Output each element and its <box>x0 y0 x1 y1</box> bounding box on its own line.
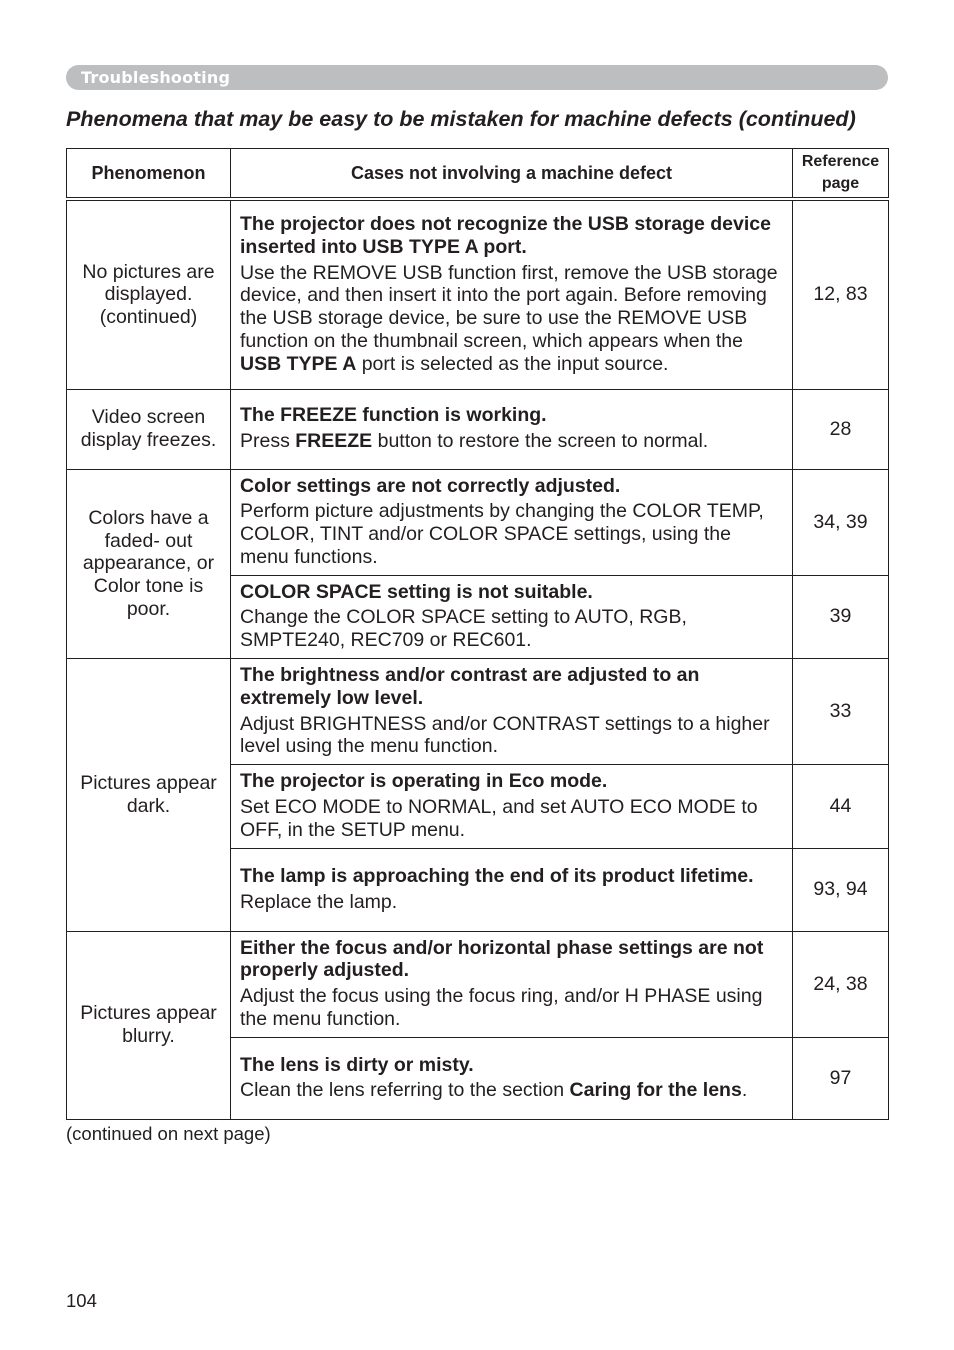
case-cell <box>231 848 793 931</box>
case-body: Adjust BRIGHTNESS and/or CONTRAST settings to a higher level using the menu function. <box>240 712 770 758</box>
reference-header-line2: page <box>821 175 860 192</box>
reference-page-cell: 34, 39 <box>793 469 889 575</box>
case-body: Replace the lamp. <box>240 890 398 913</box>
reference-page-cell: 24, 38 <box>793 931 889 1037</box>
table-header-row <box>67 149 889 200</box>
case-cell <box>231 931 793 1037</box>
case-cell <box>231 659 793 765</box>
reference-page-cell: 97 <box>793 1037 889 1119</box>
case-title: The projector does not recognize the USB storage device inserted into USB TYPE A port. <box>240 212 771 258</box>
case-title: COLOR SPACE setting is not suitable. <box>240 580 593 603</box>
case-emphasis: FREEZE <box>295 430 373 452</box>
case-title: Color settings are not correctly adjusted. <box>240 474 621 497</box>
continued-note: (continued on next page) <box>66 1123 271 1144</box>
reference-page-cell: 33 <box>793 659 889 765</box>
case-title: The lens is dirty or misty. <box>240 1053 474 1076</box>
table-row <box>67 199 889 389</box>
case-body: Change the COLOR SPACE setting to AUTO, RGB, SMPTE240, REC709 or REC601. <box>240 606 687 652</box>
case-title: The lamp is approaching the end of its product lifetime. <box>240 864 754 887</box>
table-row <box>67 659 889 765</box>
page-title: Phenomena that may be easy to be mistaken for machine defects (continued) <box>66 107 856 131</box>
table-row <box>67 931 889 1037</box>
table-row <box>67 469 889 575</box>
case-cell <box>231 1037 793 1119</box>
phenomenon-cell: No pictures are displayed. (continued) <box>67 199 231 389</box>
case-text: port is selected as the input source. <box>356 352 669 375</box>
case-title: The brightness and/or contrast are adjusted to an extremely low level. <box>240 664 700 709</box>
case-text: Press <box>240 430 296 452</box>
case-title: The projector is operating in Eco mode. <box>240 770 608 793</box>
case-body: Set ECO MODE to NORMAL, and set AUTO ECO MODE to OFF, in the SETUP menu. <box>240 796 758 841</box>
case-title: The FREEZE function is working. <box>240 404 547 427</box>
case-cell <box>231 469 793 575</box>
phenomenon-cell: Pictures appear blurry. <box>67 931 231 1119</box>
section-label: Troubleshooting <box>81 68 231 87</box>
case-body <box>240 430 784 453</box>
case-body <box>240 262 784 376</box>
phenomenon-cell: Pictures appear dark. <box>67 659 231 932</box>
column-header-reference-page <box>793 149 889 200</box>
column-header-cases: Cases not involving a machine defect <box>231 149 793 200</box>
reference-page-cell: 39 <box>793 575 889 658</box>
case-text: button to restore the screen to normal. <box>372 430 709 452</box>
case-cell <box>231 765 793 848</box>
troubleshooting-table <box>66 148 889 1120</box>
phenomenon-cell: Colors have a faded- out appearance, or Color tone is poor. <box>67 469 231 659</box>
case-text: Clean the lens referring to the section <box>240 1079 570 1102</box>
reference-page-cell: 12, 83 <box>793 199 889 389</box>
case-title: Either the focus and/or horizontal phase settings are not properly adjusted. <box>240 936 764 982</box>
case-cell <box>231 199 793 389</box>
case-body: Adjust the focus using the focus ring, and/or H PHASE using the menu function. <box>240 985 763 1031</box>
case-cell <box>231 389 793 469</box>
reference-page-cell: 44 <box>793 765 889 848</box>
section-header-bar <box>66 65 888 90</box>
table-row <box>67 389 889 469</box>
case-emphasis: Caring for the lens <box>569 1079 742 1102</box>
reference-page-cell: 93, 94 <box>793 848 889 931</box>
case-text: . <box>741 1079 748 1102</box>
case-cell <box>231 575 793 658</box>
column-header-phenomenon: Phenomenon <box>67 149 231 200</box>
reference-page-cell: 28 <box>793 389 889 469</box>
case-body: Perform picture adjustments by changing the COLOR TEMP, COLOR, TINT and/or COLOR SPACE settings, using the menu functions. <box>240 500 764 568</box>
case-emphasis: USB TYPE A <box>240 352 357 375</box>
case-text: Use the REMOVE USB function first, remove the USB storage device, and then insert it into the port again. Before removing the USB storage device, be sure to use the REMOVE USB function on the thumbnail screen, which appears when the <box>240 261 778 352</box>
case-body <box>240 1079 784 1102</box>
reference-header-line1: Reference <box>801 153 880 171</box>
page-number: 104 <box>66 1290 97 1311</box>
phenomenon-cell: Video screen display freezes. <box>67 389 231 469</box>
